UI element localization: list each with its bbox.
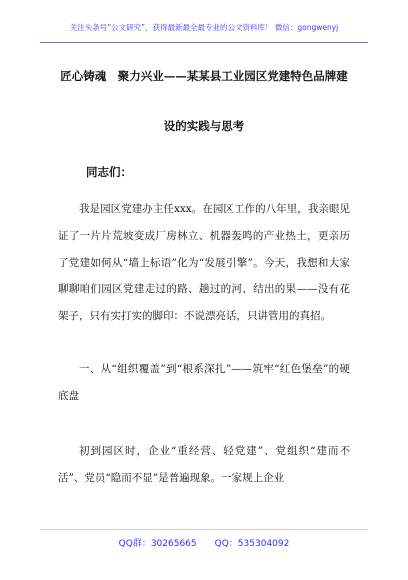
document-title-line-1: 匠心铸魂 聚力兴业——某某县工业园区党建特色品牌建: [60, 69, 348, 83]
document-title-line-2: 设的实践与思考: [163, 119, 245, 133]
header-divider: [40, 42, 368, 43]
footer-qq-group: QQ群：30265665: [118, 539, 197, 549]
footer-divider: [40, 529, 368, 530]
footer-contact: [0, 536, 408, 549]
body-paragraph-intro: 我是园区党建办主任xxx。在园区工作的八年里，我亲眼见证了一片片荒坡变成厂房林立、机器轰鸣的产业热土，更亲历了党建如何从“墙上标语”化为“发展引擎”。今天，我想和大家聊聊咱们园区党建走过的路、趟过的河、结出的果——没有花架子，只有实打实的脚印：不说漂亮话，只讲管用的真招。: [58, 203, 350, 323]
section-heading-1: 一、从“组织覆盖”到“根系深扎”——筑牢“红色堡垒”的硬底盘: [58, 363, 350, 402]
greeting: 同志们：: [86, 165, 132, 179]
footer-qq: QQ：535304092: [214, 539, 290, 549]
body-paragraph-section-1: 初到园区时，企业“重经营、轻党建”、党组织“建而不活”、党员“隐而不显”是普遍现象。一家规上企业: [58, 445, 350, 484]
header-promo-text: 关注头条号“公文研究”，获得最新最全最专业的公文资料库！ 微信：gongwenyj: [69, 23, 339, 32]
